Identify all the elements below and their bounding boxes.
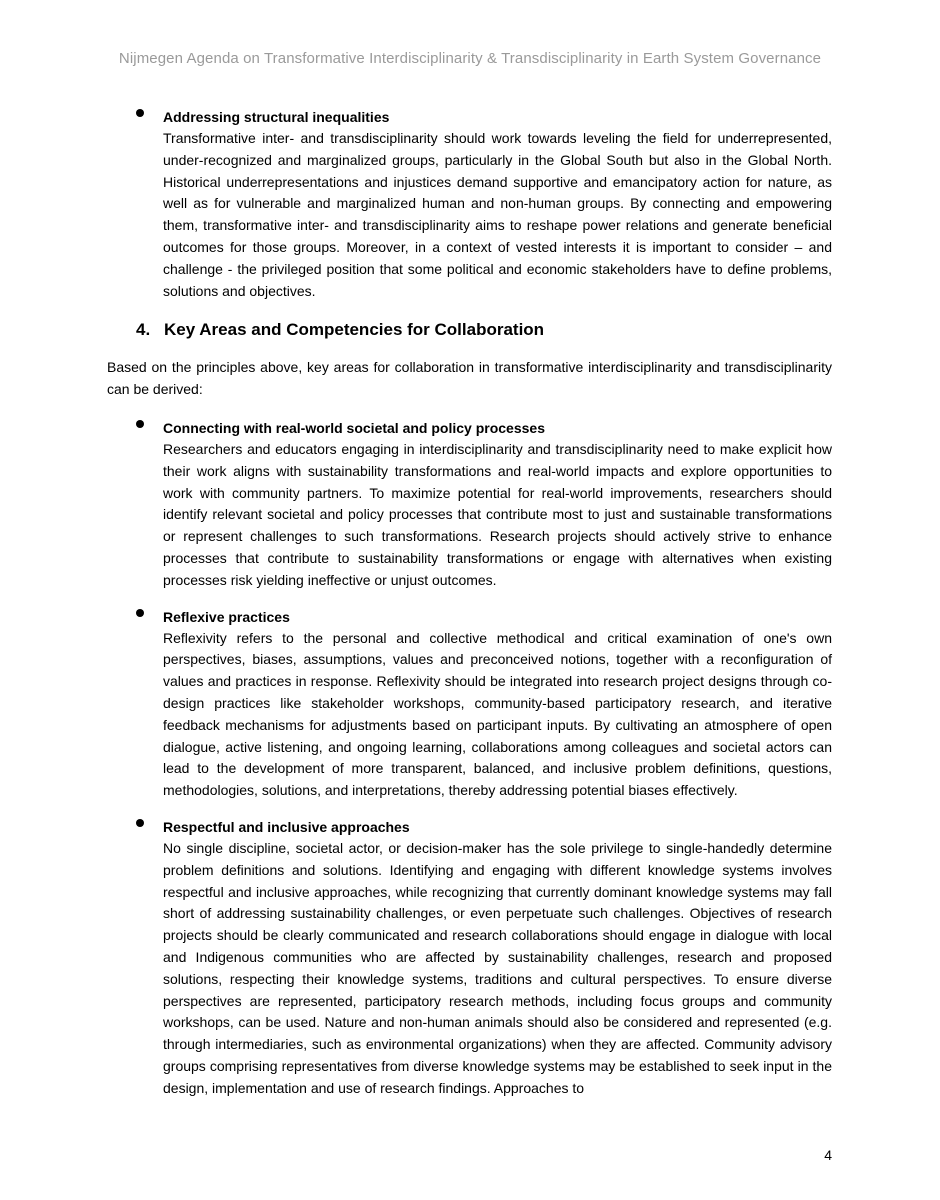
bullet-icon <box>136 420 144 428</box>
bullet-reflexive <box>107 606 832 802</box>
bullet-body: Transformative inter- and transdisciplinarity should work towards leveling the field for underrepresented, under-recognized and marginalized groups, particularly in the Global South but also in the Global North. Historical underrepresentations and injustices demand supportive and emancipatory action for nature, as well as for vulnerable and marginalized human and non-human groups. By connecting and empowering them, transformative inter- and transdisciplinarity aims to reshape power relations and generate beneficial outcomes for those groups. Moreover, in a context of vested interests it is important to consider – and challenge - the privileged position that some political and economic stakeholders have to define problems, solutions and objectives. <box>163 130 832 299</box>
spacer <box>107 592 832 606</box>
bullet-icon <box>136 609 144 617</box>
bullet-connecting <box>107 417 832 592</box>
bullet-title: Addressing structural inequalities <box>163 109 390 125</box>
section-title: Key Areas and Competencies for Collaboration <box>164 320 545 340</box>
section-intro: Based on the principles above, key areas for collaboration in transformative interdisciplinarity and transdisciplinarity can be derived: <box>107 359 832 398</box>
spacer <box>107 802 832 816</box>
bullet-title: Respectful and inclusive approaches <box>163 818 410 835</box>
bullet-body: Researchers and educators engaging in interdisciplinarity and transdisciplinarity need to make explicit how their work aligns with sustainability transformations and real-world impacts and explore opportunities to work with community partners. To maximize potential for real-world improvements, researchers should identify relevant societal and policy processes that contribute most to just and sustainable transformations or represent challenges to such transformations. Research projects should actively strive to enhance processes that contribute to sustainability transformations or engage with alternatives when existing processes risk yielding ineffective or unjust outcomes. <box>163 440 832 588</box>
section-heading <box>136 319 832 341</box>
section-number: 4. <box>136 320 151 340</box>
bullet-body: Reflexivity refers to the personal and collective methodical and critical examination of one's own perspectives, biases, assumptions, values and preconceived notions, together with a reconfiguration of values and practices in response. Reflexivity should be integrated into research project designs through co-design practices like stakeholder workshops, community-based participatory research, and iterative feedback mechanisms for adjustments based on participant inputs. By cultivating an atmosphere of open dialogue, active listening, and ongoing learning, collaborations among colleagues and societal actors can lead to the development of more transparent, balanced, and inclusive problem definitions, questions, methodologies, solutions, and interpretations, thereby addressing potential biases effectively. <box>163 629 832 799</box>
page-number: 4 <box>824 1147 832 1163</box>
bullet-icon <box>136 819 144 827</box>
bullet-title: Connecting with real-world societal and policy processes <box>163 419 545 436</box>
bullet-title: Reflexive practices <box>163 608 290 625</box>
page-content <box>107 106 832 1099</box>
bullet-body: No single discipline, societal actor, or decision-maker has the sole privilege to single-handedly determine problem definitions and solutions. Identifying and engaging with different knowledge systems involves respectful and inclusive approaches, while recognizing that currently dominant knowledge systems may fall short of addressing sustainability challenges, or even perpetuate such challenges. Objectives of research projects should be clearly communicated and research collaborations should engage in dialogue with local and Indigenous communities who are affected by sustainability challenges, research and proposed solutions, respecting their knowledge systems, traditions and cultural perspectives. To ensure diverse perspectives are represented, participatory research methods, including focus groups and community workshops, can be used. Nature and non-human animals should also be considered and represented (e.g. through intermediaries, such as environmental organizations) when they are affected. Community advisory groups comprising representatives from diverse knowledge systems may be established to seek input in the design, implementation and use of research findings. Approaches to <box>163 839 832 1096</box>
bullet-respectful <box>107 816 832 1100</box>
running-header: Nijmegen Agenda on Transformative Interdisciplinarity & Transdisciplinarity in Earth System Governance <box>118 50 822 67</box>
bullet-structural-inequalities <box>107 106 832 302</box>
bullet-icon <box>136 109 144 117</box>
